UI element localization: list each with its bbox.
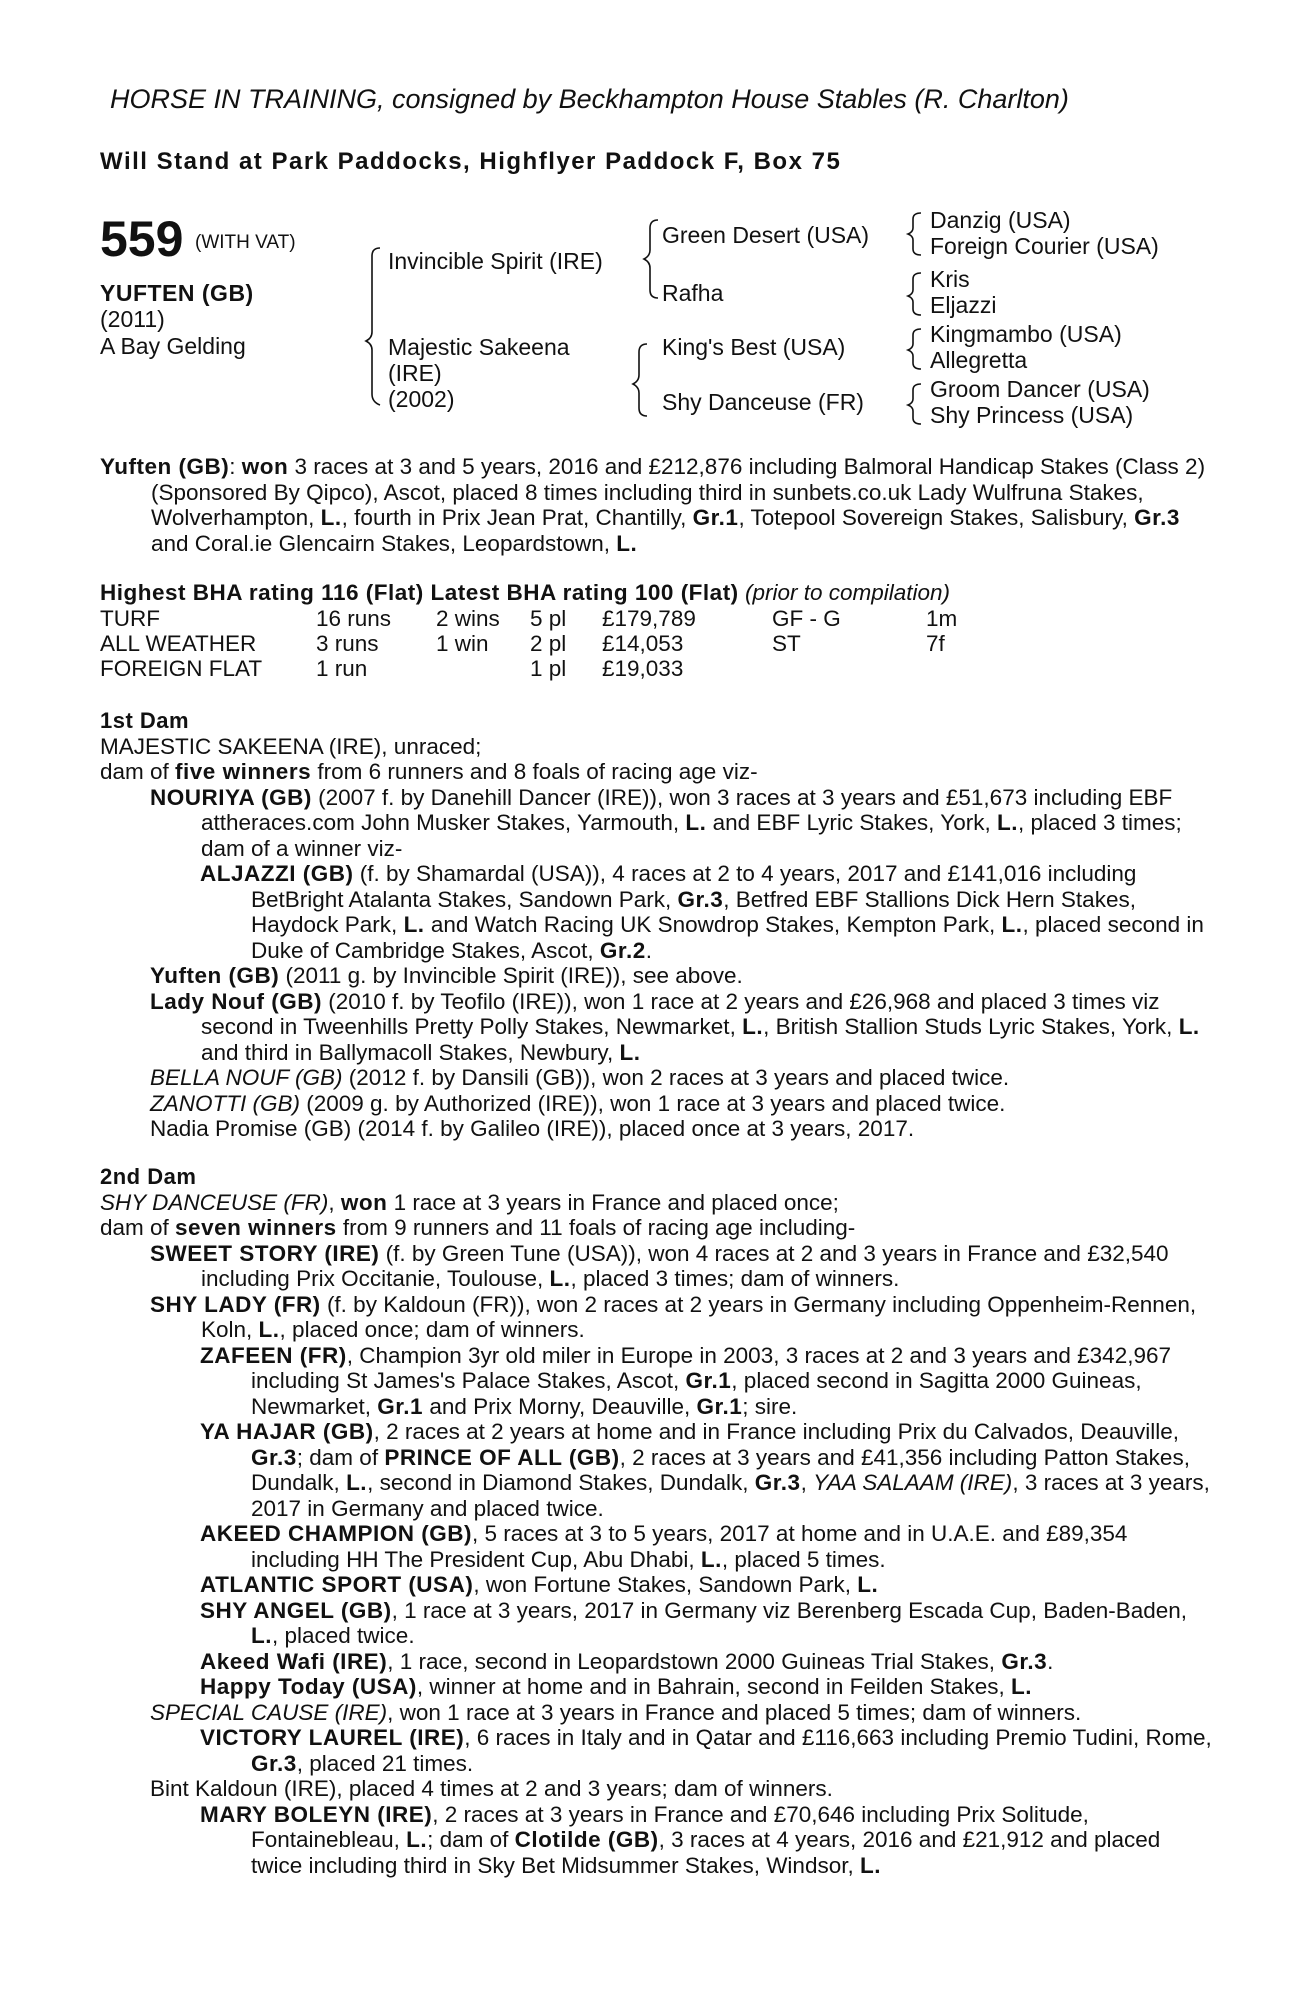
pedigree-dam: Majestic Sakeena (IRE) (2002): [388, 334, 570, 412]
second-dam-heading: 2nd Dam: [100, 1164, 197, 1189]
lot-number: 559: [100, 211, 184, 267]
pedigree-dds: Groom Dancer (USA): [930, 376, 1150, 402]
vat-note: (WITH VAT): [195, 232, 296, 253]
horse-name: YUFTEN (GB): [100, 280, 254, 306]
pedigree-dsd: Allegretta: [930, 347, 1028, 373]
list-item: SPECIAL CAUSE (IRE), won 1 race at 3 years in France and placed 5 times; dam of winners.: [150, 1699, 1082, 1725]
list-item: ALJAZZI (GB) (f. by Shamardal (USA)), 4 races at 2 to 4 years, 2017 and £141,016 including BetBright Atalanta Stakes, Sandown Park, Gr.3, Betfred EBF Stallions Dick Hern Stakes, Haydock Park, L. and Watch Racing UK Snowdrop Stakes, Kempton Park, L., placed second in Duke of Cambridge Stakes, Ascot, Gr.2.: [200, 861, 1204, 963]
list-item: AKEED CHAMPION (GB), 5 races at 3 to 5 years, 2017 at home and in U.A.E. and £89,354 including HH The President Cup, Abu Dhabi, L., placed 5 times.: [200, 1521, 1128, 1572]
list-item: Akeed Wafi (IRE), 1 race, second in Leopardstown 2000 Guineas Trial Stakes, Gr.3.: [200, 1648, 1054, 1674]
pedigree-sdd: Eljazzi: [930, 292, 997, 318]
list-item: Bint Kaldoun (IRE), placed 4 times at 2 and 3 years; dam of winners.: [150, 1776, 833, 1801]
race-record-table: [100, 606, 957, 681]
rating-block: [100, 580, 1214, 681]
list-item: ZAFEEN (FR), Champion 3yr old miler in Europe in 2003, 3 races at 2 and 3 years and £342,967 including St James's Palace Stakes, Ascot, Gr.1, placed second in Sagitta 2000 Guineas, Newmarket, Gr.1 and Prix Morny, Deauville, Gr.1; sire.: [200, 1342, 1171, 1419]
list-item: ZANOTTI (GB) (2009 g. by Authorized (IRE)), won 1 race at 3 years and placed twice.: [150, 1090, 1006, 1116]
pedigree-sss: Danzig (USA): [930, 207, 1071, 233]
horse-description: A Bay Gelding: [100, 333, 246, 359]
consignor-line: HORSE IN TRAINING, consigned by Beckhampton House Stables (R. Charlton): [110, 84, 1069, 114]
list-item: Lady Nouf (GB) (2010 f. by Teofilo (IRE)), won 1 race at 2 years and £26,968 and placed 3 times viz second in Tweenhills Pretty Polly Stakes, Newmarket, L., British Stallion Studs Lyric Stakes, York, L. and third in Ballymacoll Stakes, Newbury, L.: [150, 988, 1200, 1065]
pedigree-sds: Kris: [930, 266, 970, 292]
pedigree-dam-dam: Shy Danceuse (FR): [662, 389, 864, 415]
pedigree-sire-dam: Rafha: [662, 280, 724, 306]
pedigree-braces: [0, 0, 1314, 440]
pedigree-sire-sire: Green Desert (USA): [662, 222, 870, 248]
list-item: VICTORY LAUREL (IRE), 6 races in Italy and in Qatar and £116,663 including Premio Tudini, Rome, Gr.3, placed 21 times.: [200, 1725, 1212, 1776]
table-row: FOREIGN FLAT 1 run 1 pl £19,033: [100, 655, 684, 681]
list-item: SWEET STORY (IRE) (f. by Green Tune (USA)), won 4 races at 2 and 3 years in France and £32,540 including Prix Occitanie, Toulouse, L., placed 3 times; dam of winners.: [150, 1240, 1169, 1291]
pedigree-dam-sire: King's Best (USA): [662, 334, 846, 360]
list-item: MARY BOLEYN (IRE), 2 races at 3 years in France and £70,646 including Prix Solitude, Fontainebleau, L.; dam of Clotilde (GB), 3 races at 4 years, 2016 and £21,912 and placed twice including third in Sky Bet Midsummer Stakes, Windsor, L.: [200, 1801, 1161, 1878]
stand-location: Will Stand at Park Paddocks, Highflyer Paddock F, Box 75: [100, 148, 842, 175]
rating-note: (prior to compilation): [744, 580, 951, 605]
pedigree-ssd: Foreign Courier (USA): [930, 233, 1159, 259]
pedigree-sire: Invincible Spirit (IRE): [388, 248, 603, 274]
list-item: NOURIYA (GB) (2007 f. by Danehill Dancer (IRE)), won 3 races at 3 years and £51,673 including EBF attheraces.com John Musker Stakes, Yarmouth, L. and EBF Lyric Stakes, York, L., placed 3 times; dam of a winner viz-: [150, 784, 1182, 861]
table-row: TURF 16 runs 2 wins 5 pl £179,789 GF - G 1m: [100, 605, 958, 631]
rating-label: Highest BHA rating 116 (Flat) Latest BHA rating 100 (Flat): [100, 580, 739, 605]
second-dam-section: 2nd Dam SHY DANCEUSE (FR), won 1 race at 3 years in France and placed once; dam of seven winners from 9 runners and 11 foals of racing age including- SWEET STORY (IRE) (f. by Green Tune (USA)), won 4 races at 2 and 3 years in France and £32,540 including Prix Occitanie, Toulouse, L., placed 3 times; dam of winners. SHY LADY (FR) (f. by Kaldoun (FR)), won 2 races at 2 years in Germany including Oppenheim-Rennen, Koln, L., placed once; dam of winners. ZAFEEN (FR), Champion 3yr old miler in Europe in 2003, 3 races at 2 and 3 years and £342,967 including St James's Palace Stakes, Ascot, Gr.1, placed second in Sagitta 2000 Guineas, Newmarket, Gr.1 and Prix Morny, Deauville, Gr.1; sire. YA HAJAR (GB), 2 races at 2 years at home and in France including Prix du Calvados, Deauville, Gr.3; dam of PRINCE OF ALL (GB), 2 races at 3 years and £41,356 including Patton Stakes, Dundalk, L., second in Diamond Stakes, Dundalk, Gr.3, YAA SALAAM (IRE), 3 races at 3 years, 2017 in Germany and placed twice. AKEED CHAMPION (GB), 5 races at 3 to 5 years, 2017 at home and in U.A.E. and £89,354 including HH The President Cup, Abu Dhabi, L., placed 5 times. ATLANTIC SPORT (USA), won Fortune Stakes, Sandown Park, L. SHY ANGEL (GB), 1 race at 3 years, 2017 in Germany viz Berenberg Escada Cup, Baden-Baden, L., placed twice. Akeed Wafi (IRE), 1 race, second in Leopardstown 2000 Guineas Trial Stakes, Gr.3. Happy Today (USA), winner at home and in Bahrain, second in Feilden Stakes, L. SPECIAL CAUSE (IRE), won 1 race at 3 years in France and placed 5 times; dam of winners. VICTORY LAUREL (IRE), 6 races in Italy and in Qatar and £116,663 including Premio Tudini, Rome, Gr.3, placed 21 times. Bint Kaldoun (IRE), placed 4 times at 2 and 3 years; dam of winners. MARY BOLEYN (IRE), 2 races at 3 years in France and £70,646 including Prix Solitude, Fontainebleau, L.; dam of Clotilde (GB), 3 races at 4 years, 2016 and £21,912 and placed twice including third in Sky Bet Midsummer Stakes, Windsor, L.: [100, 1164, 1214, 1878]
list-item: SHY ANGEL (GB), 1 race at 3 years, 2017 in Germany viz Berenberg Escada Cup, Baden-Baden, L., placed twice.: [200, 1597, 1188, 1648]
list-item: Yuften (GB) (2011 g. by Invincible Spirit (IRE)), see above.: [150, 963, 743, 988]
list-item: Nadia Promise (GB) (2014 f. by Galileo (IRE)), placed once at 3 years, 2017.: [150, 1116, 915, 1141]
table-row: ALL WEATHER 3 runs 1 win 2 pl £14,053 ST 7f: [100, 630, 945, 656]
pedigree-dss: Kingmambo (USA): [930, 321, 1122, 347]
list-item: BELLA NOUF (GB) (2012 f. by Dansili (GB)), won 2 races at 3 years and placed twice.: [150, 1065, 1010, 1090]
first-dam-section: 1st Dam MAJESTIC SAKEENA (IRE), unraced; dam of five winners from 6 runners and 8 foals of racing age viz- NOURIYA (GB) (2007 f. by Danehill Dancer (IRE)), won 3 races at 3 years and £51,673 including EBF attheraces.com John Musker Stakes, Yarmouth, L. and EBF Lyric Stakes, York, L., placed 3 times; dam of a winner viz- ALJAZZI (GB) (f. by Shamardal (USA)), 4 races at 2 to 4 years, 2017 and £141,016 including BetBright Atalanta Stakes, Sandown Park, Gr.3, Betfred EBF Stallions Dick Hern Stakes, Haydock Park, L. and Watch Racing UK Snowdrop Stakes, Kempton Park, L., placed second in Duke of Cambridge Stakes, Ascot, Gr.2. Yuften (GB) (2011 g. by Invincible Spirit (IRE)), see above. Lady Nouf (GB) (2010 f. by Teofilo (IRE)), won 1 race at 2 years and £26,968 and placed 3 times viz second in Tweenhills Pretty Polly Stakes, Newmarket, L., British Stallion Studs Lyric Stakes, York, L. and third in Ballymacoll Stakes, Newbury, L. BELLA NOUF (GB) (2012 f. by Dansili (GB)), won 2 races at 3 years and placed twice. ZANOTTI (GB) (2009 g. by Authorized (IRE)), won 1 race at 3 years and placed twice. Nadia Promise (GB) (2014 f. by Galileo (IRE)), placed once at 3 years, 2017.: [100, 708, 1214, 1142]
list-item: SHY LADY (FR) (f. by Kaldoun (FR)), won 2 races at 2 years in Germany including Oppenheim-Rennen, Koln, L., placed once; dam of winners.: [150, 1291, 1197, 1342]
list-item: Happy Today (USA), winner at home and in Bahrain, second in Feilden Stakes, L.: [200, 1674, 1032, 1699]
first-dam-heading: 1st Dam: [100, 708, 190, 733]
race-summary: Yuften (GB): won 3 races at 3 and 5 years, 2016 and £212,876 including Balmoral Handicap Stakes (Class 2) (Sponsored By Qipco), Ascot, placed 8 times including third in sunbets.co.uk Lady Wulfruna Stakes, Wolverhampton, L., fourth in Prix Jean Prat, Chantilly, Gr.1, Totepool Sovereign Stakes, Salisbury, Gr.3 and Coral.ie Glencairn Stakes, Leopardstown, L.: [100, 454, 1206, 556]
horse-year: (2011): [100, 306, 165, 332]
list-item: ATLANTIC SPORT (USA), won Fortune Stakes, Sandown Park, L.: [200, 1572, 879, 1597]
list-item: YA HAJAR (GB), 2 races at 2 years at home and in France including Prix du Calvados, Deauville, Gr.3; dam of PRINCE OF ALL (GB), 2 races at 3 years and £41,356 including Patton Stakes, Dundalk, L., second in Diamond Stakes, Dundalk, Gr.3, YAA SALAAM (IRE), 3 races at 3 years, 2017 in Germany and placed twice.: [200, 1419, 1210, 1521]
pedigree-ddd: Shy Princess (USA): [930, 402, 1134, 428]
